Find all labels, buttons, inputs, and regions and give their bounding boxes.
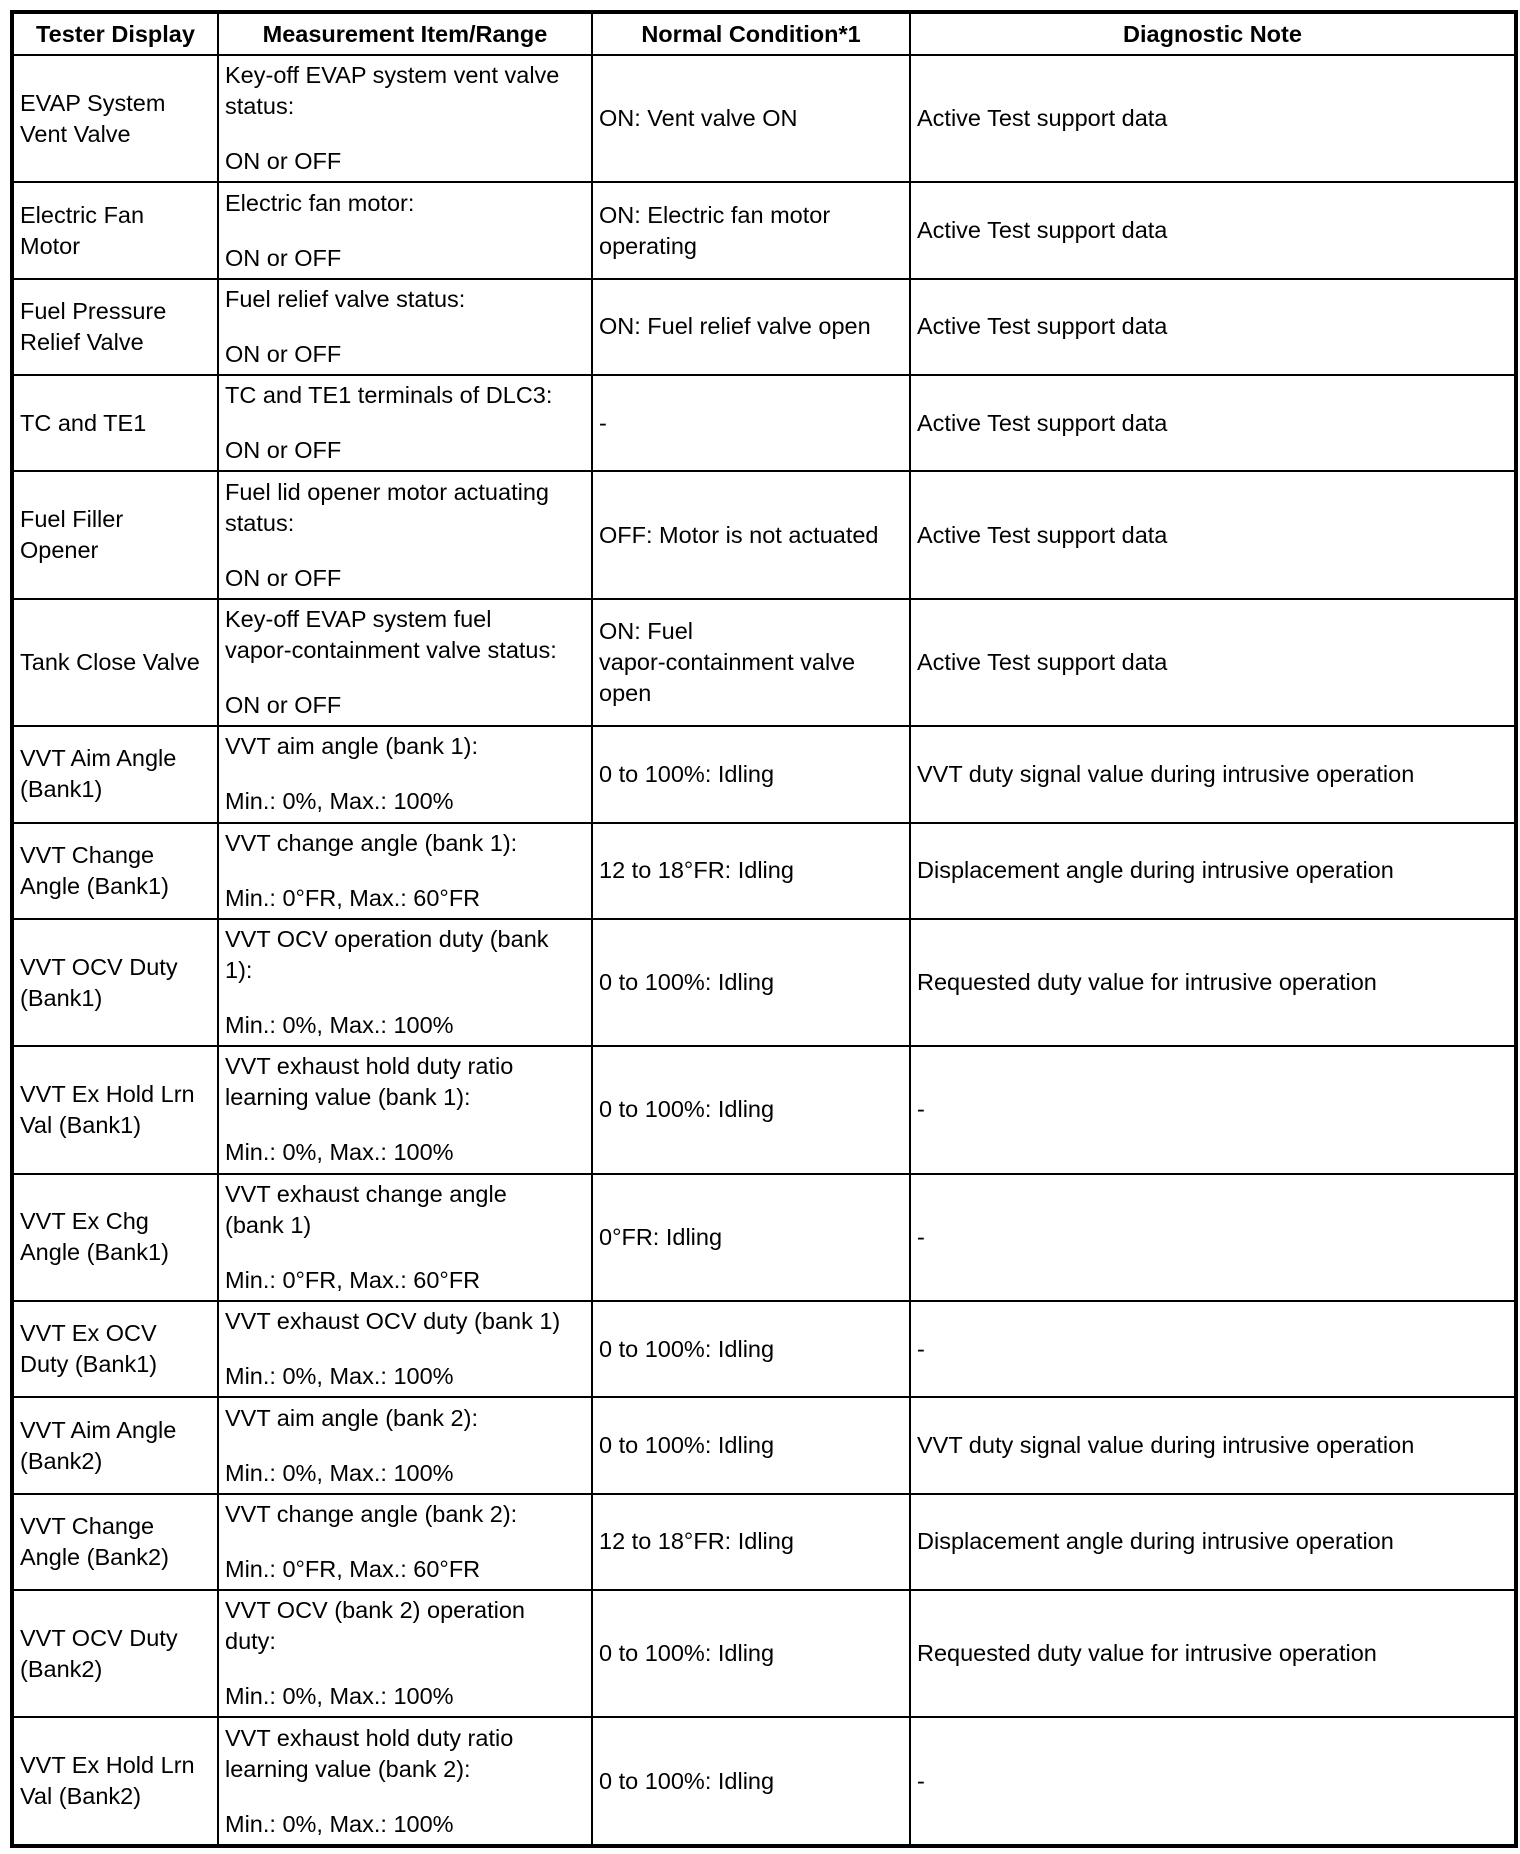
table-row	[12, 471, 1516, 598]
measurement-item-text: VVT aim angle (bank 1):	[225, 733, 478, 760]
measurement-item-text: status:	[225, 93, 295, 120]
measurement-item-text: VVT change angle (bank 1):	[225, 829, 518, 856]
measurement-item-cell	[218, 919, 592, 1046]
tester-display-cell	[12, 1590, 218, 1717]
normal-condition-text: ON: Fuel	[599, 617, 694, 644]
normal-condition-text: open	[599, 679, 652, 706]
normal-condition-text: 0 to 100%: Idling	[599, 1096, 775, 1123]
normal-condition-text: OFF: Motor is not actuated	[599, 521, 879, 548]
measurement-item-text: Electric fan motor:	[225, 189, 415, 216]
measurement-item-cell	[218, 1174, 592, 1301]
diagnostic-note-text: VVT duty signal value during intrusive operation	[917, 1432, 1415, 1459]
measurement-item-text: learning value (bank 1):	[225, 1084, 471, 1111]
normal-condition-text: ON: Fuel relief valve open	[599, 313, 871, 340]
diagnostic-note-cell	[910, 279, 1516, 375]
diagnostic-note-cell	[910, 182, 1516, 278]
diagnostic-note-text: Active Test support data	[917, 409, 1168, 436]
normal-condition-cell	[592, 375, 910, 471]
header-normal-condition: Normal Condition*1	[592, 12, 910, 55]
normal-condition-cell	[592, 919, 910, 1046]
table-row	[12, 1717, 1516, 1846]
table-row	[12, 1397, 1516, 1493]
measurement-item-text: VVT change angle (bank 2):	[225, 1500, 518, 1527]
measurement-range-text: Min.: 0%, Max.: 100%	[225, 788, 454, 815]
measurement-range-text: Min.: 0%, Max.: 100%	[225, 1459, 454, 1486]
diagnostic-note-cell	[910, 1397, 1516, 1493]
measurement-item-cell	[218, 182, 592, 278]
tester-display-cell	[12, 1046, 218, 1173]
tester-display-text: VVT Ex Hold Lrn	[20, 1080, 195, 1107]
normal-condition-cell	[592, 1717, 910, 1846]
measurement-item-text: VVT exhaust hold duty ratio	[225, 1053, 514, 1080]
tester-display-cell	[12, 55, 218, 182]
tester-display-text: (Bank2)	[20, 1655, 103, 1682]
tester-display-text: Val (Bank2)	[20, 1783, 142, 1810]
table-row	[12, 1046, 1516, 1173]
tester-display-text: Electric Fan	[20, 201, 145, 228]
table-row	[12, 1301, 1516, 1397]
diagnostic-note-text: Requested duty value for intrusive operation	[917, 1640, 1377, 1667]
measurement-range-text: Min.: 0%, Max.: 100%	[225, 1810, 454, 1837]
diagnostic-note-text: Active Test support data	[917, 217, 1168, 244]
measurement-range-text: Min.: 0%, Max.: 100%	[225, 1012, 454, 1039]
normal-condition-cell	[592, 823, 910, 919]
normal-condition-text: 12 to 18°FR: Idling	[599, 857, 794, 884]
normal-condition-cell	[592, 279, 910, 375]
measurement-item-text: VVT aim angle (bank 2):	[225, 1404, 478, 1431]
tester-display-text: VVT OCV Duty	[20, 953, 178, 980]
tester-display-text: VVT Ex OCV	[20, 1320, 157, 1347]
tester-display-text: (Bank1)	[20, 984, 103, 1011]
measurement-range-text: Min.: 0%, Max.: 100%	[225, 1683, 454, 1710]
tester-display-text: VVT Aim Angle	[20, 1416, 177, 1443]
measurement-item-text: VVT OCV operation duty (bank	[225, 926, 549, 953]
diagnostic-note-text: Active Test support data	[917, 105, 1168, 132]
table-row	[12, 55, 1516, 182]
tester-display-text: VVT Ex Chg	[20, 1208, 149, 1235]
measurement-item-text: VVT exhaust hold duty ratio	[225, 1724, 514, 1751]
diagnostic-note-cell	[910, 55, 1516, 182]
tester-display-cell	[12, 1717, 218, 1846]
normal-condition-cell	[592, 726, 910, 822]
measurement-item-text: Fuel lid opener motor actuating	[225, 478, 549, 505]
normal-condition-cell	[592, 1301, 910, 1397]
tester-display-cell	[12, 726, 218, 822]
diagnostic-note-text: -	[917, 1096, 925, 1123]
diagnostic-note-cell	[910, 471, 1516, 598]
measurement-item-text: learning value (bank 2):	[225, 1755, 471, 1782]
diagnostic-note-cell	[910, 823, 1516, 919]
measurement-item-cell	[218, 471, 592, 598]
measurement-range-text: ON or OFF	[225, 244, 342, 271]
measurement-range-text: ON or OFF	[225, 691, 342, 718]
measurement-item-cell	[218, 1046, 592, 1173]
tester-display-text: VVT Change	[20, 841, 155, 868]
tester-display-text: VVT OCV Duty	[20, 1624, 178, 1651]
measurement-range-text: Min.: 0°FR, Max.: 60°FR	[225, 1266, 481, 1293]
tester-display-cell	[12, 1174, 218, 1301]
normal-condition-cell	[592, 1046, 910, 1173]
measurement-item-cell	[218, 823, 592, 919]
normal-condition-cell	[592, 182, 910, 278]
diagnostic-note-text: Active Test support data	[917, 648, 1168, 675]
normal-condition-cell	[592, 599, 910, 726]
normal-condition-text: ON: Electric fan motor	[599, 201, 831, 228]
diagnostic-note-text: -	[917, 1767, 925, 1794]
measurement-item-cell	[218, 279, 592, 375]
normal-condition-text: ON: Vent valve ON	[599, 105, 798, 132]
measurement-item-text: Key-off EVAP system vent valve	[225, 62, 560, 89]
normal-condition-text: 0 to 100%: Idling	[599, 1335, 775, 1362]
table-row	[12, 1174, 1516, 1301]
measurement-range-text: ON or OFF	[225, 148, 342, 175]
measurement-item-text: VVT exhaust change angle	[225, 1180, 507, 1207]
tester-display-cell	[12, 599, 218, 726]
diagnostic-note-cell	[910, 1590, 1516, 1717]
measurement-item-cell	[218, 1301, 592, 1397]
measurement-range-text: Min.: 0°FR, Max.: 60°FR	[225, 1555, 481, 1582]
normal-condition-text: 12 to 18°FR: Idling	[599, 1528, 794, 1555]
diagnostic-note-text: VVT duty signal value during intrusive operation	[917, 760, 1415, 787]
measurement-item-cell	[218, 1494, 592, 1590]
normal-condition-text: -	[599, 409, 607, 436]
table-row	[12, 279, 1516, 375]
normal-condition-text: 0 to 100%: Idling	[599, 1640, 775, 1667]
normal-condition-text: 0 to 100%: Idling	[599, 1767, 775, 1794]
measurement-range-text: Min.: 0%, Max.: 100%	[225, 1139, 454, 1166]
table-row	[12, 1590, 1516, 1717]
diagnostic-note-cell	[910, 1046, 1516, 1173]
normal-condition-text: 0 to 100%: Idling	[599, 969, 775, 996]
table-row	[12, 823, 1516, 919]
measurement-item-text: status:	[225, 509, 295, 536]
diagnostic-note-text: -	[917, 1223, 925, 1250]
normal-condition-cell	[592, 1494, 910, 1590]
diagnostic-note-text: Active Test support data	[917, 521, 1168, 548]
measurement-item-text: 1):	[225, 957, 253, 984]
tester-display-text: Vent Valve	[20, 120, 131, 147]
diagnostic-note-cell	[910, 599, 1516, 726]
table-row	[12, 919, 1516, 1046]
tester-display-text: Motor	[20, 232, 81, 259]
tester-display-text: VVT Ex Hold Lrn	[20, 1752, 195, 1779]
normal-condition-text: 0 to 100%: Idling	[599, 1432, 775, 1459]
tester-display-cell	[12, 1494, 218, 1590]
measurement-item-cell	[218, 1397, 592, 1493]
table-body	[12, 55, 1516, 1846]
diagnostic-note-text: Displacement angle during intrusive operation	[917, 1528, 1394, 1555]
diagnostic-note-cell	[910, 1301, 1516, 1397]
diagnostic-note-cell	[910, 1717, 1516, 1846]
diagnostic-note-cell	[910, 1494, 1516, 1590]
measurement-item-text: Fuel relief valve status:	[225, 285, 466, 312]
measurement-item-text: Key-off EVAP system fuel	[225, 605, 492, 632]
tester-display-text: (Bank1)	[20, 776, 103, 803]
tester-display-text: Fuel Filler	[20, 506, 124, 533]
tester-display-cell	[12, 375, 218, 471]
normal-condition-cell	[592, 55, 910, 182]
normal-condition-text: 0°FR: Idling	[599, 1223, 723, 1250]
measurement-item-text: VVT exhaust OCV duty (bank 1)	[225, 1308, 561, 1335]
measurement-range-text: ON or OFF	[225, 564, 342, 591]
table-row	[12, 1494, 1516, 1590]
tester-display-text: EVAP System	[20, 89, 166, 116]
table-row	[12, 599, 1516, 726]
measurement-item-text: TC and TE1 terminals of DLC3:	[225, 382, 553, 409]
tester-display-text: VVT Change	[20, 1512, 155, 1539]
measurement-item-text: VVT OCV (bank 2) operation	[225, 1597, 525, 1624]
tester-display-text: Fuel Pressure	[20, 297, 167, 324]
tester-display-text: Angle (Bank1)	[20, 872, 169, 899]
tester-display-cell	[12, 471, 218, 598]
header-tester-display: Tester Display	[12, 12, 218, 55]
tester-display-cell	[12, 182, 218, 278]
tester-display-text: (Bank2)	[20, 1447, 103, 1474]
diagnostic-note-cell	[910, 919, 1516, 1046]
tester-display-text: Duty (Bank1)	[20, 1351, 158, 1378]
tester-display-text: TC and TE1	[20, 409, 147, 436]
table-row	[12, 182, 1516, 278]
tester-display-cell	[12, 1301, 218, 1397]
table-row	[12, 375, 1516, 471]
normal-condition-cell	[592, 1397, 910, 1493]
measurement-item-text: vapor-containment valve status:	[225, 636, 557, 663]
measurement-item-cell	[218, 55, 592, 182]
measurement-item-text: duty:	[225, 1628, 276, 1655]
tester-display-cell	[12, 279, 218, 375]
diagnostic-note-cell	[910, 726, 1516, 822]
tester-display-cell	[12, 823, 218, 919]
diagnostic-note-text: Active Test support data	[917, 313, 1168, 340]
diagnostic-note-cell	[910, 1174, 1516, 1301]
header-diagnostic-note: Diagnostic Note	[910, 12, 1516, 55]
tester-display-cell	[12, 1397, 218, 1493]
normal-condition-cell	[592, 1590, 910, 1717]
normal-condition-text: vapor-containment valve	[599, 648, 856, 675]
header-measurement-item: Measurement Item/Range	[218, 12, 592, 55]
tester-display-text: Tank Close Valve	[20, 648, 200, 675]
tester-display-text: Angle (Bank2)	[20, 1543, 169, 1570]
table-row	[12, 726, 1516, 822]
diagnostic-note-cell	[910, 375, 1516, 471]
normal-condition-text: 0 to 100%: Idling	[599, 760, 775, 787]
normal-condition-cell	[592, 1174, 910, 1301]
tester-display-text: Relief Valve	[20, 328, 144, 355]
measurement-range-text: Min.: 0°FR, Max.: 60°FR	[225, 884, 481, 911]
measurement-item-text: (bank 1)	[225, 1211, 312, 1238]
measurement-item-cell	[218, 375, 592, 471]
measurement-item-cell	[218, 1590, 592, 1717]
tester-display-cell	[12, 919, 218, 1046]
tester-display-text: Val (Bank1)	[20, 1111, 142, 1138]
diagnostic-note-text: -	[917, 1335, 925, 1362]
tester-display-text: Angle (Bank1)	[20, 1239, 169, 1266]
tester-display-text: VVT Aim Angle	[20, 745, 177, 772]
header-row	[12, 12, 1516, 55]
measurement-item-cell	[218, 726, 592, 822]
measurement-range-text: ON or OFF	[225, 437, 342, 464]
measurement-item-cell	[218, 1717, 592, 1846]
normal-condition-text: operating	[599, 232, 697, 259]
measurement-range-text: ON or OFF	[225, 340, 342, 367]
normal-condition-cell	[592, 471, 910, 598]
tester-display-text: Opener	[20, 537, 99, 564]
diagnostic-note-text: Displacement angle during intrusive operation	[917, 857, 1394, 884]
diagnostic-note-text: Requested duty value for intrusive operation	[917, 969, 1377, 996]
data-list-table	[10, 10, 1518, 1848]
measurement-item-cell	[218, 599, 592, 726]
measurement-range-text: Min.: 0%, Max.: 100%	[225, 1363, 454, 1390]
